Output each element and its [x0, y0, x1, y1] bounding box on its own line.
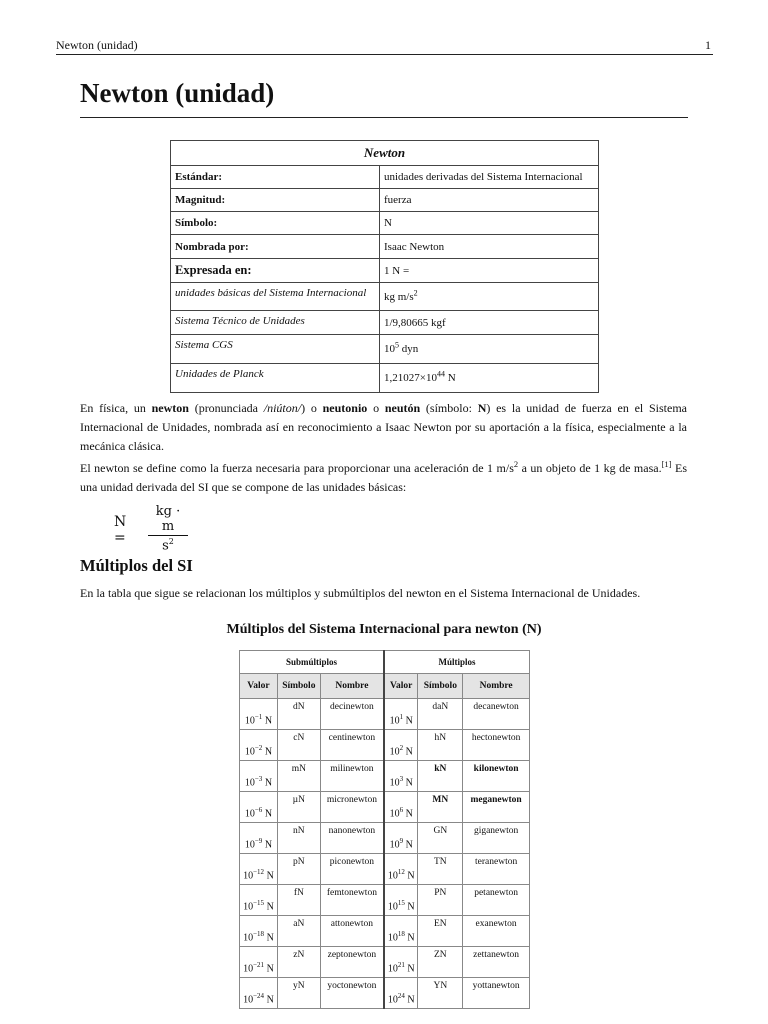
multiple-name: decanewton [463, 699, 530, 730]
multiple-name: meganewton [463, 792, 530, 823]
infobox-value: kg $m/s^2$ [380, 283, 599, 311]
infobox-row [171, 283, 599, 311]
formula-numerator: kg · m [148, 504, 188, 536]
group-header-submultiples: Submúltiplos [240, 651, 385, 674]
pronunciation: /niúton/ [263, 401, 302, 415]
infobox-label: Nombrada por: [171, 235, 380, 259]
infobox [170, 140, 599, 393]
submultiple-value: $10^{-1}$ N [240, 699, 278, 730]
submultiple-symbol: pN [277, 854, 320, 885]
multiple-value: $10^6$ N [384, 792, 418, 823]
infobox-label: Sistema Técnico de Unidades [171, 311, 380, 335]
infobox-row [171, 166, 599, 189]
term-symbol: N [477, 401, 487, 415]
submultiple-value: $10^{-18}$ N [240, 916, 278, 947]
section-text: En la tabla que sigue se relacionan los múltiplos y submúltiplos del newton en el Sistema Internacional de Unidades. [80, 586, 641, 600]
multiple-value: $10^9$ N [384, 823, 418, 854]
multiple-value: $10^2$ N [384, 730, 418, 761]
table-row [240, 699, 530, 730]
reference-link[interactable]: [1] [661, 459, 672, 469]
table-row [240, 916, 530, 947]
submultiple-symbol: mN [277, 761, 320, 792]
submultiple-value: $10^{-9}$ N [240, 823, 278, 854]
multiples-table-body [240, 699, 530, 1009]
infobox-label: unidades básicas del Sistema Internacional [171, 283, 380, 311]
intro-paragraph-1: En física, un newton (pronunciada /niúton/) o neutonio o neutón (símbolo: N) es la unidad de fuerza en el Sistema Internacional de Unidades, nombrada así en reconocimiento a Isaac Newton por su aportación a la física, especialmente a la mecánica clásica. [80, 401, 687, 453]
multiple-symbol: YN [418, 978, 463, 1009]
table-row [240, 730, 530, 761]
multiple-symbol: TN [418, 854, 463, 885]
submultiple-value: $10^{-21}$ N [240, 947, 278, 978]
infobox-value: 1/9,80665 kgf [380, 311, 599, 335]
article-title: Newton (unidad) [80, 78, 688, 118]
submultiple-value: $10^{-24}$ N [240, 978, 278, 1009]
submultiple-name: milinewton [320, 761, 384, 792]
multiple-symbol: ZN [418, 947, 463, 978]
submultiple-value: $10^{-15}$ N [240, 885, 278, 916]
infobox-value: N [380, 212, 599, 235]
multiple-symbol: PN [418, 885, 463, 916]
formula-lhs: N = [114, 514, 127, 546]
submultiple-symbol: fN [277, 885, 320, 916]
table-row [240, 761, 530, 792]
infobox-value: Isaac Newton [380, 235, 599, 259]
multiple-value: $10^1$ N [384, 699, 418, 730]
table-row [240, 823, 530, 854]
infobox-value: fuerza [380, 189, 599, 212]
submultiple-name: piconewton [320, 854, 384, 885]
infobox-value: $1,21027\times 10^{44}$ N [380, 364, 599, 393]
submultiple-name: zeptonewton [320, 947, 384, 978]
page-number: 1 [705, 38, 711, 52]
multiple-name: exanewton [463, 916, 530, 947]
col-header-name: Nombre [463, 674, 530, 699]
table-row [240, 854, 530, 885]
infobox-row [171, 189, 599, 212]
infobox-row [171, 364, 599, 393]
multiple-symbol: hN [418, 730, 463, 761]
infobox-value: $10^5$ dyn [380, 335, 599, 364]
submultiple-symbol: cN [277, 730, 320, 761]
multiple-value: $10^{12}$ N [384, 854, 418, 885]
submultiple-name: centinewton [320, 730, 384, 761]
submultiple-name: nanonewton [320, 823, 384, 854]
col-header-name: Nombre [320, 674, 384, 699]
infobox-row [171, 335, 599, 364]
submultiple-name: femtonewton [320, 885, 384, 916]
group-header-multiples: Múltiplos [384, 651, 529, 674]
table-row [240, 792, 530, 823]
submultiple-value: $10^{-6}$ N [240, 792, 278, 823]
submultiple-name: yoctonewton [320, 978, 384, 1009]
infobox-label: Unidades de Planck [171, 364, 380, 393]
submultiple-name: attonewton [320, 916, 384, 947]
multiple-value: $10^{18}$ N [384, 916, 418, 947]
submultiple-symbol: nN [277, 823, 320, 854]
table-caption: Múltiplos del Sistema Internacional para newton (N) [226, 622, 542, 637]
submultiple-value: $10^{-12}$ N [240, 854, 278, 885]
infobox-label: Símbolo: [171, 212, 380, 235]
multiple-name: kilonewton [463, 761, 530, 792]
multiple-name: petanewton [463, 885, 530, 916]
infobox-row [171, 259, 599, 283]
col-header-symbol: Símbolo [277, 674, 320, 699]
multiple-name: zettanewton [463, 947, 530, 978]
page-header [56, 38, 713, 55]
multiple-symbol: GN [418, 823, 463, 854]
infobox-value: 1 N = [380, 259, 599, 283]
multiple-value: $10^{21}$ N [384, 947, 418, 978]
col-header-value: Valor [240, 674, 278, 699]
multiple-name: teranewton [463, 854, 530, 885]
table-row [240, 947, 530, 978]
submultiple-symbol: dN [277, 699, 320, 730]
submultiple-symbol: yN [277, 978, 320, 1009]
multiples-table [239, 650, 530, 1009]
section-title: Múltiplos del SI [80, 556, 193, 575]
multiple-symbol: EN [418, 916, 463, 947]
submultiple-name: micronewton [320, 792, 384, 823]
multiple-value: $10^{24}$ N [384, 978, 418, 1009]
submultiple-value: $10^{-3}$ N [240, 761, 278, 792]
infobox-title: Newton [171, 141, 599, 166]
infobox-row [171, 311, 599, 335]
infobox-value: unidades derivadas del Sistema Internacional [380, 166, 599, 189]
multiple-symbol: MN [418, 792, 463, 823]
term-neutonio: neutonio [322, 401, 368, 415]
multiple-name: yottanewton [463, 978, 530, 1009]
infobox-label: Estándar: [171, 166, 380, 189]
formula-fraction [148, 504, 188, 553]
multiple-value: $10^3$ N [384, 761, 418, 792]
table-row [240, 885, 530, 916]
infobox-row [171, 235, 599, 259]
submultiple-symbol: aN [277, 916, 320, 947]
submultiple-symbol: µN [277, 792, 320, 823]
infobox-label: Expresada en: [171, 259, 380, 283]
running-header-title: Newton (unidad) [56, 38, 138, 52]
submultiple-name: decinewton [320, 699, 384, 730]
formula-denominator: $s^2$ [162, 537, 174, 554]
multiple-symbol: daN [418, 699, 463, 730]
multiple-symbol: kN [418, 761, 463, 792]
term-neuton: neutón [384, 401, 421, 415]
submultiple-symbol: zN [277, 947, 320, 978]
infobox-label: Sistema CGS [171, 335, 380, 364]
intro-paragraph-2: El newton se define como la fuerza necesaria para proporcionar una aceleración de 1 $m/s^2$ a un objeto de 1 kg de masa.[1] Es una unidad derivada del SI que se compone de las unidades básicas: [80, 459, 687, 494]
infobox-label: Magnitud: [171, 189, 380, 212]
submultiple-value: $10^{-2}$ N [240, 730, 278, 761]
infobox-row [171, 212, 599, 235]
col-header-value: Valor [384, 674, 418, 699]
multiple-name: hectonewton [463, 730, 530, 761]
multiple-value: $10^{15}$ N [384, 885, 418, 916]
col-header-symbol: Símbolo [418, 674, 463, 699]
table-row [240, 978, 530, 1009]
term-newton: newton [151, 401, 189, 415]
multiple-name: giganewton [463, 823, 530, 854]
